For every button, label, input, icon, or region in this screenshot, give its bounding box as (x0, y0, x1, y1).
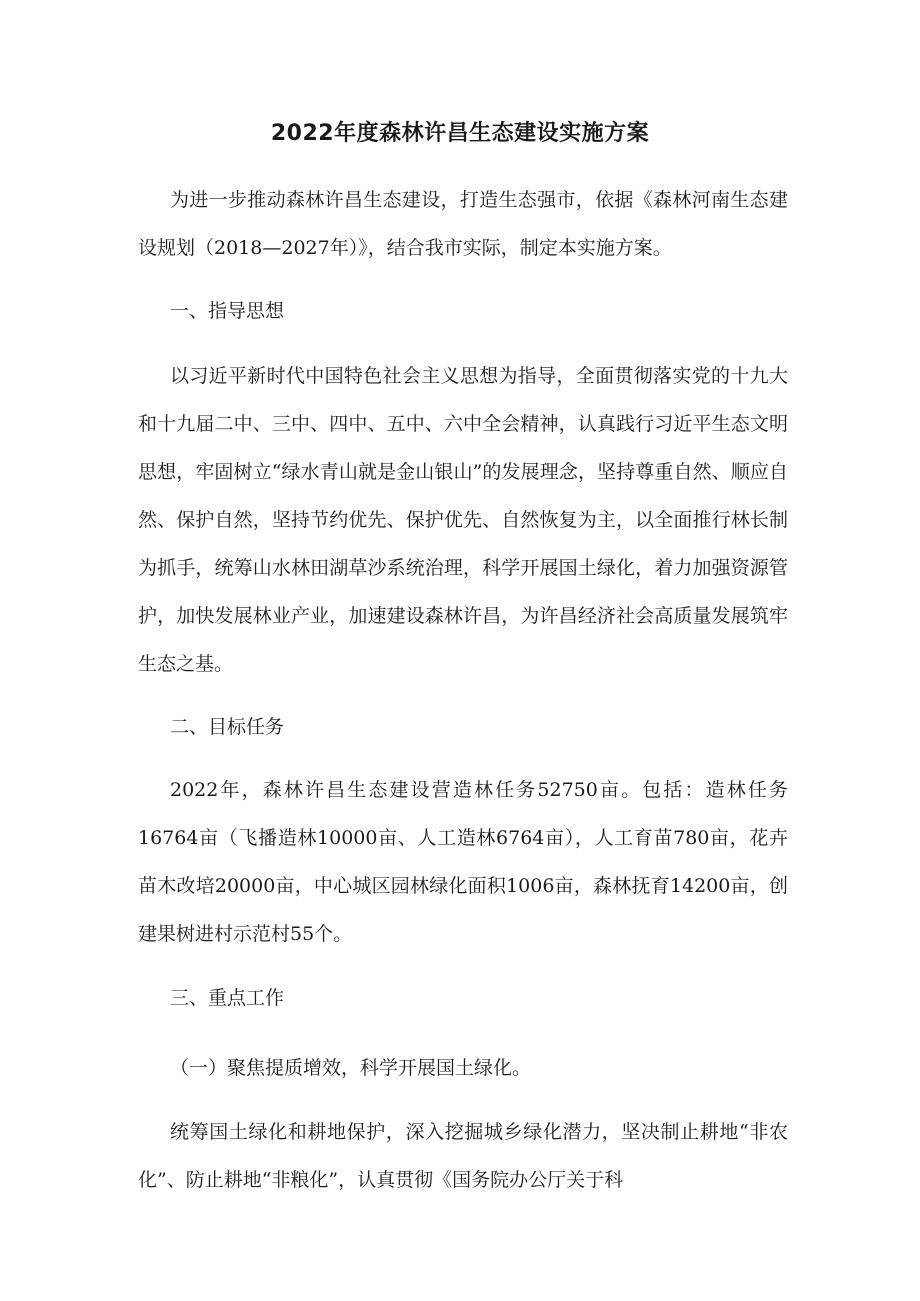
section-heading-guiding-ideology: 一、指导思想 (170, 300, 285, 322)
subsection-body-greening: 统筹国土绿化和耕地保护，深入挖掘城乡绿化潜力，坚决制止耕地“非农化”、防止耕地“非粮化”，认真贯彻《国务院办公厅关于科 (138, 1121, 788, 1191)
section-body-target-tasks: 2022年，森林许昌生态建设营造林任务52750亩。包括：造林任务16764亩（飞播造林10000亩、人工造林6764亩），人工育苗780亩，花卉苗木改培20000亩，中心城区园林绿化面积1006亩，森林抚育14200亩，创建果树进村示范村55个。 (138, 779, 788, 945)
subsection-heading-greening: （一）聚焦提质增效，科学开展国土绿化。 (170, 1057, 532, 1079)
section-body-guiding-ideology: 以习近平新时代中国特色社会主义思想为指导，全面贯彻落实党的十九大和十九届二中、三中、四中、五中、六中全会精神，认真践行习近平生态文明思想，牢固树立“绿水青山就是金山银山”的发展理念，坚持尊重自然、顺应自然、保护自然，坚持节约优先、保护优先、自然恢复为主，以全面推行林长制为抓手，统筹山水林田湖草沙系统治理，科学开展国土绿化，着力加强资源管护，加快发展林业产业，加速建设森林许昌，为许昌经济社会高质量发展筑牢生态之基。 (138, 365, 788, 675)
intro-paragraph: 为进一步推动森林许昌生态建设，打造生态强市，依据《森林河南生态建设规划（2018—2027年）》，结合我市实际，制定本实施方案。 (138, 189, 788, 259)
section-heading-key-work: 三、重点工作 (170, 987, 285, 1009)
section-heading-target-tasks: 二、目标任务 (170, 716, 285, 738)
document-title: 2022年度森林许昌生态建设实施方案 (270, 121, 650, 146)
